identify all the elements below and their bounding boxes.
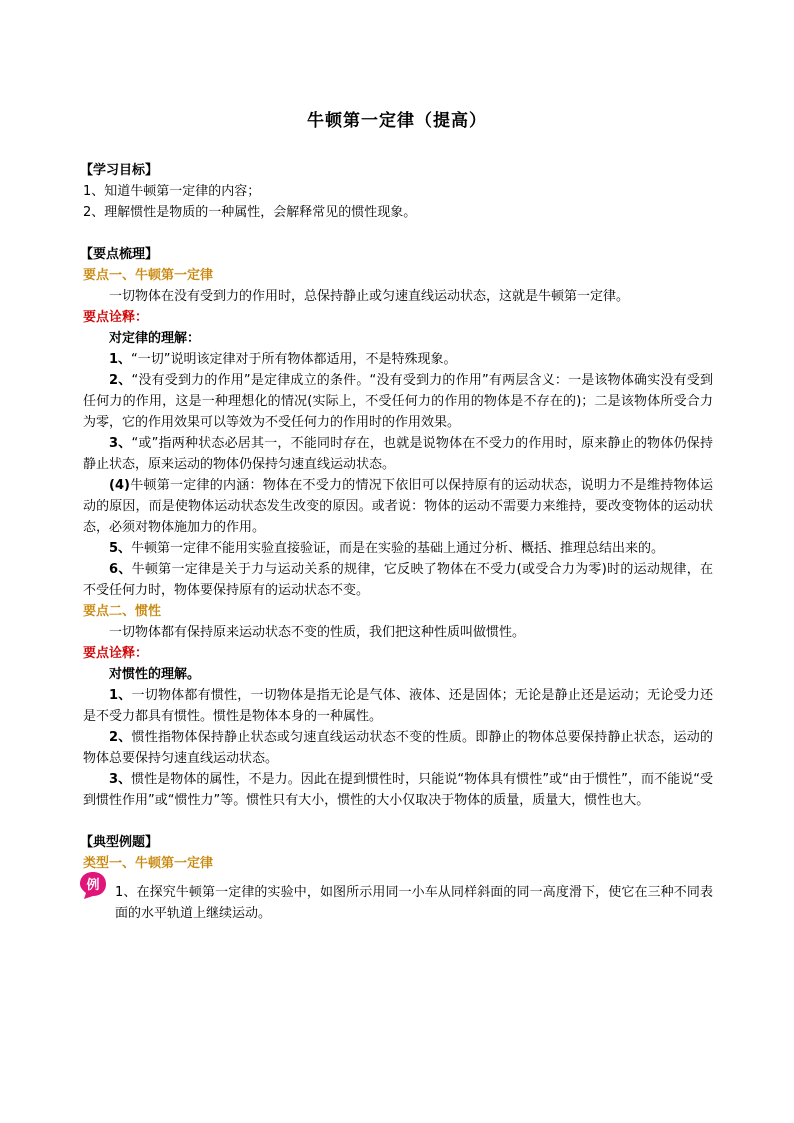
point1-sub-heading: 对定律的理解： (109, 331, 201, 346)
point1-item-6-text: 牛顿第一定律是关于力与运动关系的规律，它反映了物体在不受力(或受合力为零)时的运动规律，在不受任何力时，物体要保持原有的运动状态不变。 (83, 562, 713, 598)
point2-item-1-num: 1、 (109, 688, 132, 703)
point1-item-3 (83, 433, 713, 475)
point2-explain-heading: 要点诠释： (83, 646, 149, 661)
objective-item-1: 1、知道牛顿第一定律的内容； (83, 184, 261, 199)
point1-item-4-num: (4) (109, 478, 130, 493)
point1-item-2-num: 2、 (109, 373, 132, 388)
point1-explain-heading: 要点诠释： (83, 310, 149, 325)
objective-item-2: 2、理解惯性是物质的一种属性，会解释常见的惯性现象。 (83, 205, 417, 220)
point1-item-4 (83, 475, 713, 538)
point2-heading: 要点二、惯性 (83, 604, 162, 619)
point2-item-1-text: 一切物体都有惯性，一切物体是指无论是气体、液体、还是固体；无论是静止还是运动；无论受力还是不受力都具有惯性。惯性是物体本身的一种属性。 (83, 688, 713, 724)
example-badge-icon (78, 870, 108, 900)
objectives-heading: 【学习目标】 (80, 163, 159, 178)
example-badge-label: 例 (86, 878, 100, 893)
point1-item-1-text: “一切”说明该定律对于所有物体都适用，不是特殊现象。 (131, 352, 457, 367)
point1-item-6 (83, 559, 713, 601)
point1-item-3-text: “或”指两种状态必居其一，不能同时存在，也就是说物体在不受力的作用时，原来静止的物体仍保持静止状态，原来运动的物体仍保持匀速直线运动状态。 (83, 436, 713, 472)
point2-text: 一切物体都有保持原来运动状态不变的性质，我们把这种性质叫做惯性。 (109, 625, 526, 640)
point2-item-2-num: 2、 (109, 730, 132, 745)
point2-item-3-text: 惯性是物体的属性，不是力。因此在提到惯性时，只能说“物体具有惯性”或“由于惯性”，而不能说“受到惯性作用”或“惯性力”等。惯性只有大小，惯性的大小仅取决于物体的质量，质量大，惯性也大。 (83, 772, 713, 808)
point1-item-5 (83, 538, 713, 559)
point1-text: 一切物体在没有受到力的作用时，总保持静止或匀速直线运动状态，这就是牛顿第一定律。 (109, 289, 630, 304)
example-1-text: 1、在探究牛顿第一定律的实验中，如图所示用同一小车从同样斜面的同一高度滑下，使它在三种不同表面的水平轨道上继续运动。 (115, 885, 713, 921)
point2-item-3 (83, 769, 713, 811)
page-title: 牛顿第一定律（提高） (307, 111, 487, 131)
point2-item-2 (83, 727, 713, 769)
point1-item-2-text: “没有受到力的作用”是定律成立的条件。“没有受到力的作用”有两层含义：一是该物体确实没有受到任何力的作用，这是一种理想化的情况(实际上，不受任何力的作用的物体是不存在的)；二是该物体所受合力为零，它的作用效果可以等效为不受任何力的作用时的作用效果。 (83, 373, 713, 430)
point1-item-2 (83, 370, 713, 433)
point1-item-1-num: 1、 (109, 352, 132, 367)
point1-item-5-text: 牛顿第一定律不能用实验直接验证，而是在实验的基础上通过分析、概括、推理总结出来的。 (131, 541, 665, 556)
point2-item-1 (83, 685, 713, 727)
point2-item-3-num: 3、 (109, 772, 132, 787)
point2-item-2-text: 惯性指物体保持静止状态或匀速直线运动状态不变的性质。即静止的物体总要保持静止状态，运动的物体总要保持匀速直线运动状态。 (83, 730, 713, 766)
point1-item-1 (83, 349, 713, 370)
example-1 (83, 878, 713, 924)
point2-sub-heading: 对惯性的理解。 (109, 667, 201, 682)
example-type1-heading: 类型一、牛顿第一定律 (83, 856, 214, 871)
key-points-heading: 【要点梳理】 (80, 247, 159, 262)
point1-item-4-text: 牛顿第一定律的内涵：物体在不受力的情况下依旧可以保持原有的运动状态，说明力不是维持物体运动的原因，而是使物体运动状态发生改变的原因。或者说：物体的运动不需要力来维持，要改变物体的运动状态，必须对物体施加力的作用。 (83, 478, 713, 535)
point1-item-3-num: 3、 (109, 436, 132, 451)
point1-item-5-num: 5、 (109, 541, 132, 556)
point1-heading: 要点一、牛顿第一定律 (83, 268, 214, 283)
document-body (80, 160, 713, 924)
point1-item-6-num: 6、 (109, 562, 132, 577)
examples-heading: 【典型例题】 (80, 835, 159, 850)
